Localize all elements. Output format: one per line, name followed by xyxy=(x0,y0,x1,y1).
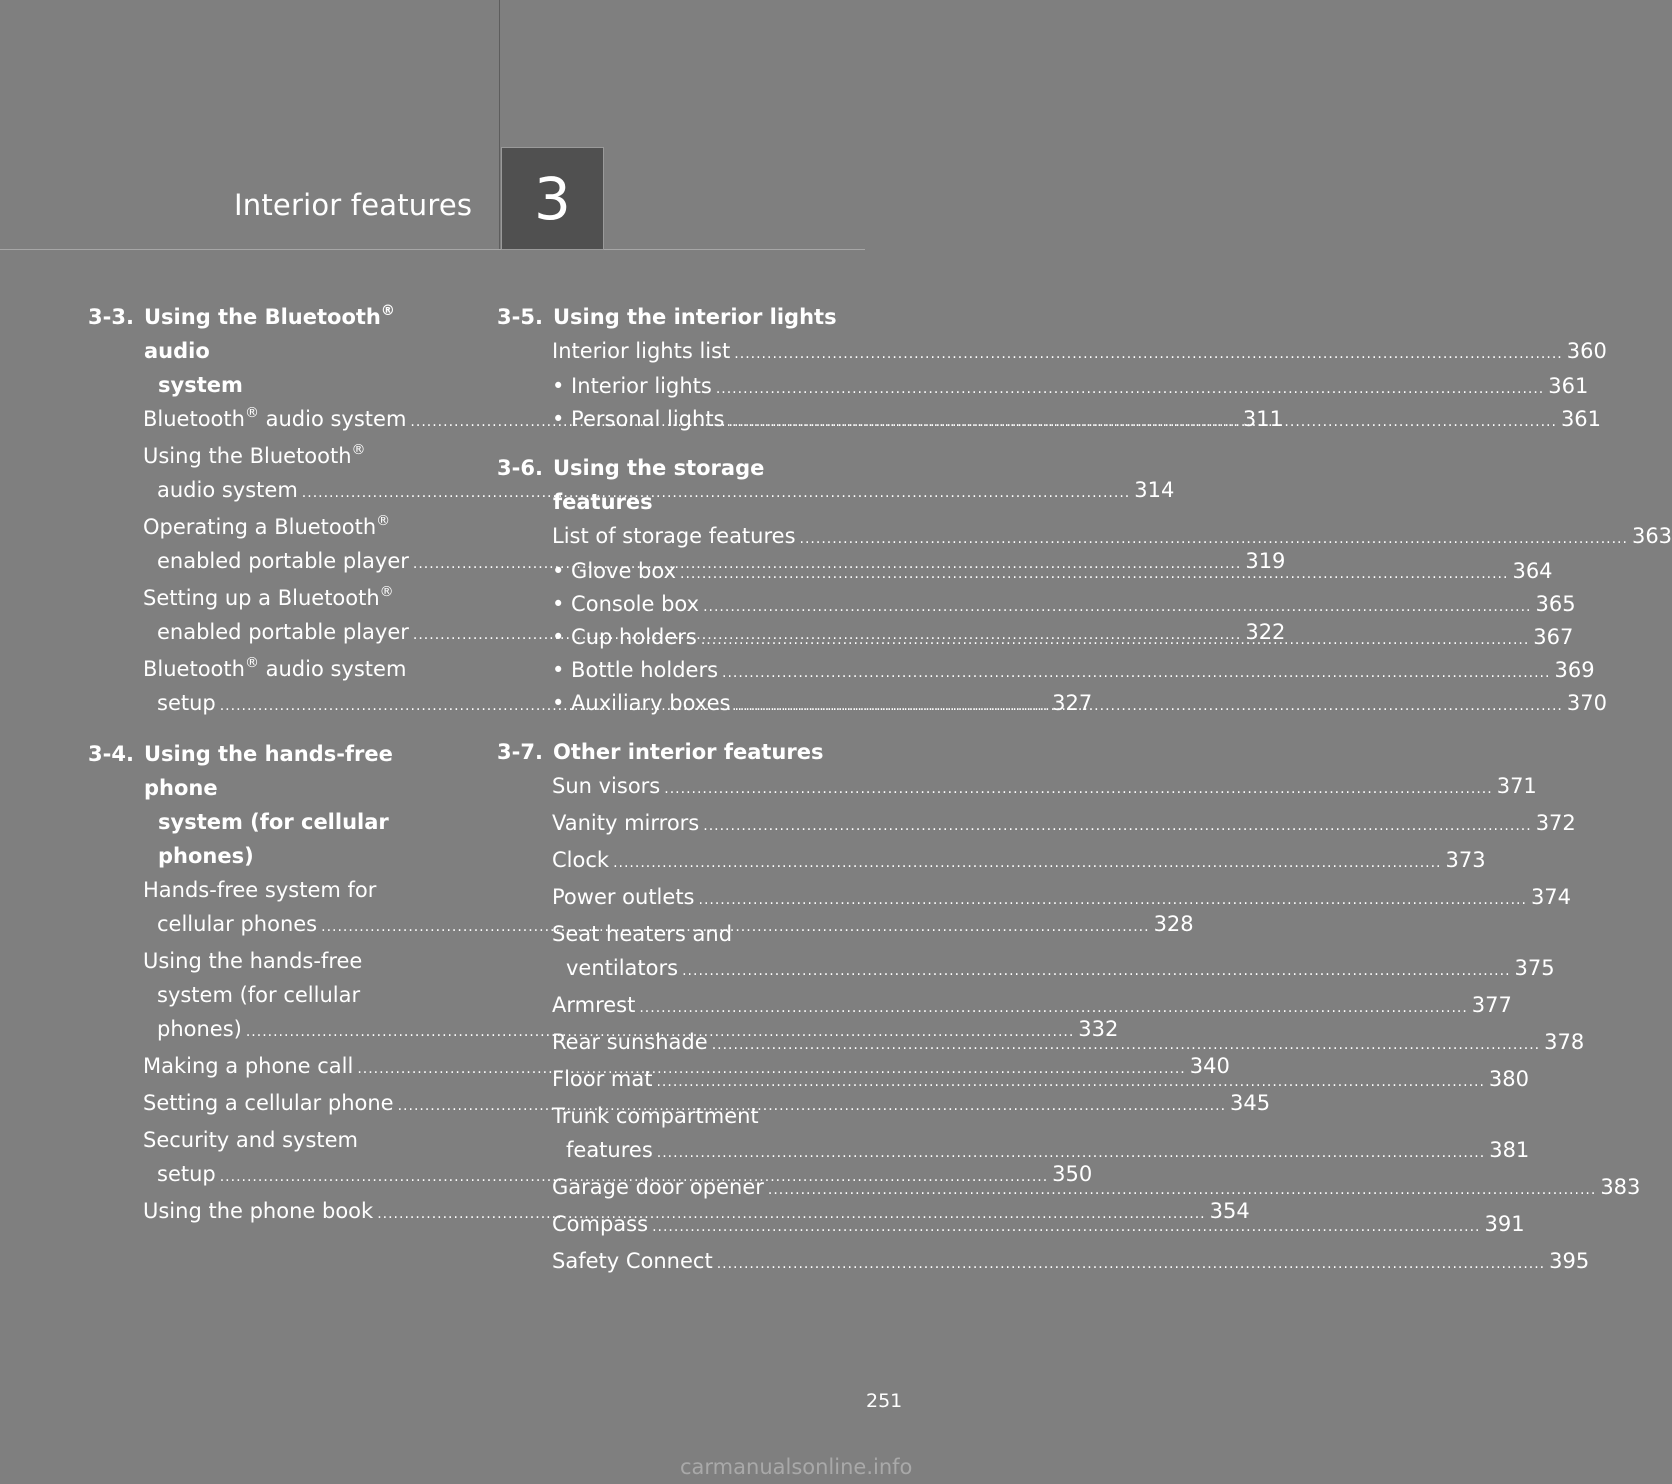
section-title xyxy=(144,300,460,402)
entry-title: Compass xyxy=(552,1212,649,1236)
page-ref: 354 xyxy=(1209,1199,1250,1223)
toc-entry[interactable] xyxy=(552,880,1572,917)
page-ref: 345 xyxy=(1230,1091,1271,1115)
toc-entry[interactable] xyxy=(552,655,1595,688)
page-ref: 371 xyxy=(1496,774,1537,798)
entry-title: Making a phone call xyxy=(143,1054,354,1078)
entry-title: Operating a Bluetooth® xyxy=(143,513,391,539)
watermark: carmanualsonline.info xyxy=(680,1455,913,1479)
section-number: 3-6. xyxy=(497,456,543,480)
page-ref: 372 xyxy=(1535,811,1576,835)
entry-title: Hands-free system for xyxy=(143,878,377,902)
section-title xyxy=(144,737,460,873)
page-ref: 311 xyxy=(1242,407,1283,431)
entry-title-cont: enabled portable player xyxy=(157,549,409,573)
entry-title: Trunk compartment xyxy=(552,1104,759,1128)
section-number: 3-4. xyxy=(88,742,134,766)
page-ref: 370 xyxy=(1566,691,1607,715)
section-title: Other interior features xyxy=(553,740,824,764)
page-ref: 377 xyxy=(1471,993,1512,1017)
page-ref: 361 xyxy=(1548,374,1589,398)
toc-entry[interactable] xyxy=(552,334,1607,371)
leader-dots xyxy=(701,625,1529,655)
entry-title: • Glove box xyxy=(552,559,677,583)
entry-title: Seat heaters and xyxy=(552,922,733,946)
entry-title: • Interior lights xyxy=(552,374,712,398)
leader-dots xyxy=(703,592,1531,622)
section-title-line: system xyxy=(158,373,243,397)
entry-title-cont: setup xyxy=(157,1162,216,1186)
entry-title: Sun visors xyxy=(552,774,661,798)
section-heading xyxy=(88,737,460,873)
toc-entry[interactable] xyxy=(552,843,1486,880)
section-title: Using the interior lights xyxy=(553,305,837,329)
section-number: 3-3. xyxy=(88,305,134,329)
entry-title: Armrest xyxy=(552,993,636,1017)
leader-dots xyxy=(800,522,1628,556)
page-ref: 381 xyxy=(1489,1138,1530,1162)
page-ref: 340 xyxy=(1189,1054,1230,1078)
entry-title-cont: system (for cellular xyxy=(157,983,361,1007)
section-title: Using the storage features xyxy=(553,456,765,514)
entry-title-cont: phones) xyxy=(157,1017,242,1041)
page-ref: 364 xyxy=(1512,559,1553,583)
section-heading xyxy=(88,300,460,402)
page-ref: 322 xyxy=(1245,620,1286,644)
entry-title: Rear sunshade xyxy=(552,1030,708,1054)
section-heading xyxy=(497,451,869,519)
entry-title: Safety Connect xyxy=(552,1249,713,1273)
page-ref: 365 xyxy=(1535,592,1576,616)
entry-title: Power outlets xyxy=(552,885,695,909)
page-number: 251 xyxy=(866,1390,903,1412)
page-ref: 367 xyxy=(1533,625,1574,649)
entry-title-cont: enabled portable player xyxy=(157,620,409,644)
page-ref: 328 xyxy=(1153,912,1194,936)
chapter-number-box xyxy=(501,147,604,250)
entry-title: Using the hands-free xyxy=(143,949,363,973)
leader-dots xyxy=(734,337,1562,371)
page-ref: 383 xyxy=(1600,1175,1641,1199)
leader-dots xyxy=(703,809,1531,843)
entry-title: • Cup holders xyxy=(552,625,697,649)
leader-dots xyxy=(722,658,1550,688)
entry-title: Security and system xyxy=(143,1128,359,1152)
section-title-line: Using the Bluetooth® audio xyxy=(144,303,395,363)
entry-title: Bluetooth® audio system xyxy=(143,655,407,681)
page-ref: 332 xyxy=(1078,1017,1119,1041)
page-ref: 363 xyxy=(1631,524,1672,548)
leader-dots xyxy=(729,407,1557,437)
page-ref: 380 xyxy=(1488,1067,1530,1091)
toc-entry[interactable] xyxy=(552,519,1672,556)
entry-title-cont: features xyxy=(566,1138,653,1162)
leader-dots xyxy=(712,1028,1540,1062)
leader-dots xyxy=(613,846,1441,880)
entry-title: Using the phone book xyxy=(143,1199,374,1223)
page-ref: 350 xyxy=(1052,1162,1093,1186)
entry-title: • Console box xyxy=(552,592,700,616)
page-ref: 314 xyxy=(1134,478,1175,502)
entry-title-cont: setup xyxy=(157,691,216,715)
section-title-line: Using the hands-free phone xyxy=(144,742,393,800)
page-ref: 395 xyxy=(1549,1249,1590,1273)
entry-title: Setting a cellular phone xyxy=(143,1091,394,1115)
entry-title-cont: ventilators xyxy=(566,956,679,980)
entry-title-cont: cellular phones xyxy=(157,912,318,936)
chapter-number: 3 xyxy=(534,164,571,233)
toc-entry[interactable] xyxy=(552,1244,1590,1281)
leader-dots xyxy=(652,1210,1480,1244)
toc-entry[interactable] xyxy=(552,988,1512,1025)
entry-title: Garage door opener xyxy=(552,1175,764,1199)
page-ref: 369 xyxy=(1554,658,1595,682)
leader-dots xyxy=(639,991,1467,1025)
leader-dots xyxy=(699,883,1527,917)
leader-dots xyxy=(768,1173,1596,1207)
entry-title: Bluetooth® audio system xyxy=(143,405,407,431)
entry-title: • Personal lights xyxy=(552,407,725,431)
page-ref: 374 xyxy=(1530,885,1572,909)
toc-entry[interactable] xyxy=(552,806,1576,843)
entry-title: Interior lights list xyxy=(552,339,731,363)
toc-entry[interactable] xyxy=(552,589,1576,622)
entry-title: Setting up a Bluetooth® xyxy=(143,584,394,610)
page-ref: 361 xyxy=(1560,407,1602,431)
leader-dots xyxy=(717,1247,1545,1281)
page-ref: 319 xyxy=(1245,549,1286,573)
section-title-line: system (for cellular phones) xyxy=(158,810,389,868)
entry-title: Clock xyxy=(552,848,610,872)
toc-entry[interactable] xyxy=(552,371,1589,404)
page-ref: 378 xyxy=(1544,1030,1585,1054)
section-heading xyxy=(497,300,869,334)
header-horizontal-divider xyxy=(0,249,865,250)
entry-title: • Bottle holders xyxy=(552,658,719,682)
section-heading xyxy=(497,735,869,769)
page-ref: 327 xyxy=(1052,691,1093,715)
entry-title: • Auxiliary boxes xyxy=(552,691,731,715)
page-ref: 360 xyxy=(1566,339,1607,363)
toc-entry[interactable] xyxy=(552,769,1537,806)
entry-title-cont: audio system xyxy=(157,478,298,502)
entry-title: Using the Bluetooth® xyxy=(143,442,366,468)
page-ref: 373 xyxy=(1445,848,1486,872)
section-number: 3-7. xyxy=(497,740,543,764)
leader-dots xyxy=(656,1065,1484,1099)
entry-title: List of storage features xyxy=(552,524,796,548)
page-ref: 391 xyxy=(1484,1212,1525,1236)
header-vertical-divider xyxy=(499,0,500,250)
leader-dots xyxy=(716,374,1544,404)
entry-title: Floor mat xyxy=(552,1067,653,1091)
page-ref: 375 xyxy=(1514,956,1555,980)
leader-dots xyxy=(680,559,1508,589)
leader-dots xyxy=(664,772,1492,806)
leader-dots xyxy=(657,1145,1485,1161)
entry-title: Vanity mirrors xyxy=(552,811,700,835)
leader-dots xyxy=(734,691,1562,721)
chapter-title: Interior features xyxy=(234,188,473,222)
leader-dots xyxy=(682,963,1510,979)
section-number: 3-5. xyxy=(497,305,543,329)
